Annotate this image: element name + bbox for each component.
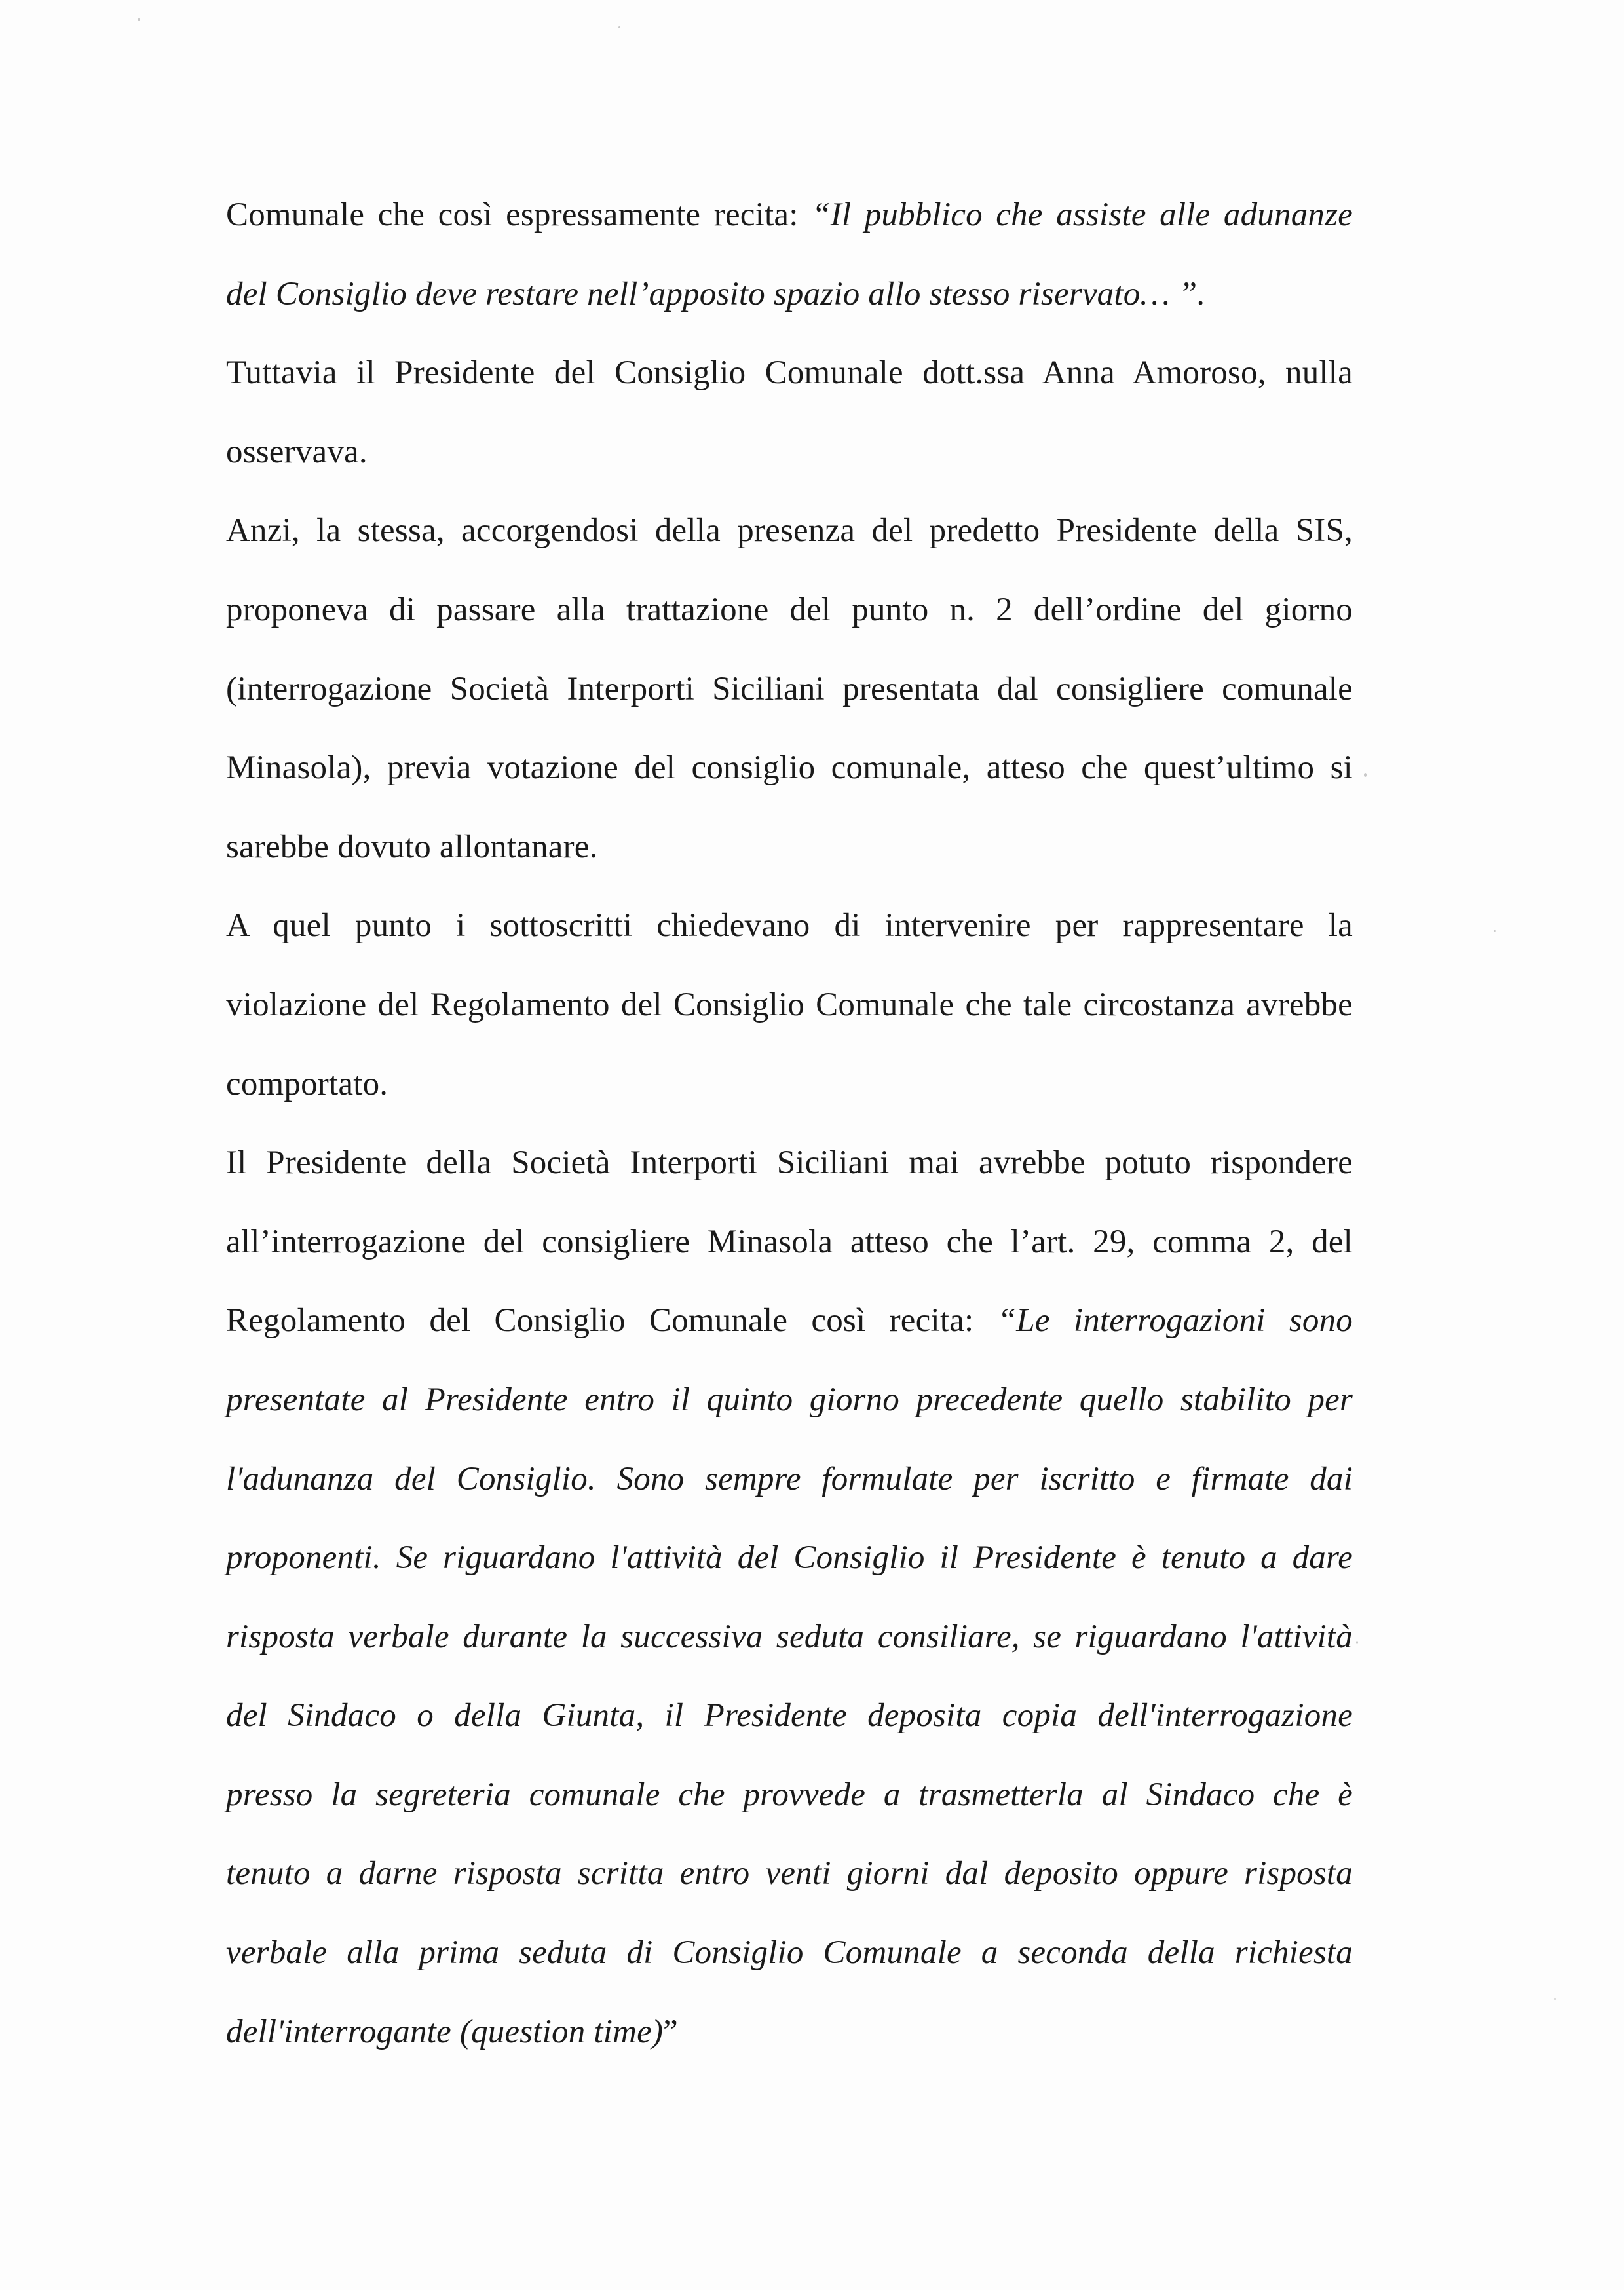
text-run: violazione del Regolamento del Consiglio Comunale che tale circostanza avrebbe bbox=[226, 986, 1353, 1023]
text-line bbox=[226, 1993, 1353, 2072]
italic-text: del Consiglio deve restare nell’apposito spazio allo stesso riservato… ”. bbox=[226, 275, 1206, 312]
italic-text: verbale alla prima seduta di Consiglio Comunale a seconda della richiesta bbox=[226, 1934, 1353, 1972]
text-line bbox=[226, 1755, 1353, 1835]
text-line bbox=[226, 333, 1353, 413]
document-body bbox=[226, 176, 1353, 2071]
text-line bbox=[226, 1123, 1353, 1203]
text-line bbox=[226, 255, 1353, 334]
text-line bbox=[226, 1598, 1353, 1677]
text-line bbox=[226, 1676, 1353, 1755]
text-run: all’interrogazione del consigliere Minasola atteso che l’art. 29, comma 2, del bbox=[226, 1223, 1353, 1260]
scan-speck bbox=[1356, 1641, 1358, 1644]
text-line bbox=[226, 176, 1353, 255]
text-line bbox=[226, 728, 1353, 808]
text-line bbox=[226, 491, 1353, 571]
italic-text: l'adunanza del Consiglio. Sono sempre formulate per iscritto e firmate dai bbox=[226, 1460, 1353, 1497]
text-line bbox=[226, 571, 1353, 650]
text-run: proponeva di passare alla trattazione del punto n. 2 dell’ordine del giorno bbox=[226, 591, 1353, 628]
text-run: Regolamento del Consiglio Comunale così recita: bbox=[226, 1302, 998, 1340]
italic-text: tenuto a darne risposta scritta entro venti giorni dal deposito oppure risposta bbox=[226, 1855, 1353, 1892]
text-run: (interrogazione Società Interporti Siciliani presentata dal consigliere comunale bbox=[226, 670, 1353, 707]
text-run: Il Presidente della Società Interporti Siciliani mai avrebbe potuto rispondere bbox=[226, 1144, 1353, 1182]
italic-text: dell'interrogante (question time) bbox=[226, 2013, 664, 2050]
italic-text: proponenti. Se riguardano l'attività del Consiglio il Presidente è tenuto a dare bbox=[226, 1539, 1353, 1577]
text-run: Anzi, la stessa, accorgendosi della presenza del predetto Presidente della SIS, bbox=[226, 512, 1353, 550]
text-run: sarebbe dovuto allontanare. bbox=[226, 828, 598, 865]
text-line bbox=[226, 1913, 1353, 1993]
text-run: osservava. bbox=[226, 433, 368, 470]
text-line bbox=[226, 1361, 1353, 1440]
text-run: Minasola), previa votazione del consiglio comunale, atteso che quest’ultimo si bbox=[226, 749, 1353, 787]
text-line bbox=[226, 1203, 1353, 1282]
text-run: A quel punto i sottoscritti chiedevano di intervenire per rappresentare la bbox=[226, 907, 1353, 945]
text-line bbox=[226, 1281, 1353, 1361]
paragraph bbox=[226, 333, 1353, 491]
scan-speck bbox=[618, 26, 620, 28]
text-line bbox=[226, 886, 1353, 966]
text-line bbox=[226, 1045, 1353, 1124]
scan-speck bbox=[1554, 1998, 1556, 2000]
text-line bbox=[226, 413, 1353, 492]
italic-text: presentate al Presidente entro il quinto giorno precedente quello stabilito per bbox=[226, 1381, 1353, 1418]
text-line bbox=[226, 1440, 1353, 1519]
text-line bbox=[226, 966, 1353, 1045]
paragraph bbox=[226, 491, 1353, 886]
scan-speck bbox=[1494, 930, 1496, 932]
italic-text: presso la segreteria comunale che provvede a trasmetterla al Sindaco che è bbox=[226, 1776, 1353, 1813]
text-line bbox=[226, 650, 1353, 729]
text-run: Comunale che così espressamente recita: bbox=[226, 197, 812, 233]
scan-speck bbox=[138, 18, 140, 21]
text-line bbox=[226, 1834, 1353, 1913]
italic-text: “Il pubblico che assiste alle adunanze bbox=[812, 197, 1353, 233]
italic-text: del Sindaco o della Giunta, il Presidente deposita copia dell'interrogazione bbox=[226, 1697, 1353, 1735]
text-run: ” bbox=[663, 2013, 679, 2050]
text-line bbox=[226, 808, 1353, 887]
italic-text: risposta verbale durante la successiva seduta consiliare, se riguardano l'attività bbox=[226, 1618, 1353, 1655]
text-run: Tuttavia il Presidente del Consiglio Comunale dott.ssa Anna Amoroso, nulla bbox=[226, 354, 1353, 392]
paragraph bbox=[226, 176, 1353, 333]
text-run: comportato. bbox=[226, 1065, 388, 1102]
paragraph bbox=[226, 1123, 1353, 2071]
scan-speck bbox=[1364, 773, 1367, 777]
paragraph bbox=[226, 886, 1353, 1123]
text-line bbox=[226, 1518, 1353, 1598]
italic-text: “Le interrogazioni sono bbox=[997, 1302, 1353, 1340]
